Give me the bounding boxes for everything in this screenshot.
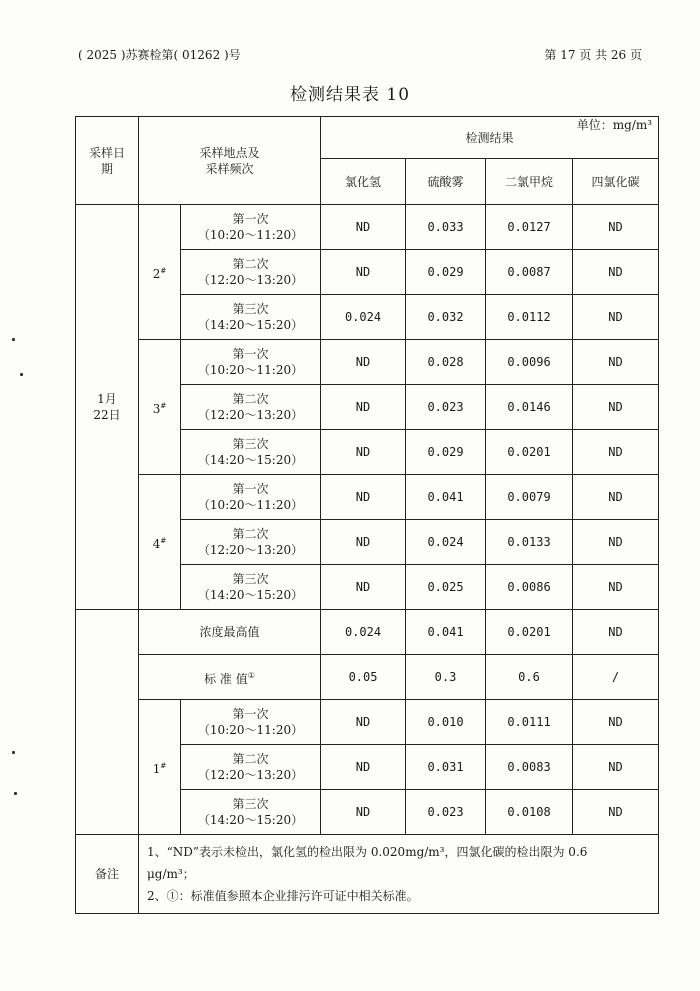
result-value: 0.023 [406,790,486,835]
result-value: ND [321,385,406,430]
result-value: ND [321,790,406,835]
result-value: 0.028 [406,340,486,385]
table-row [76,700,659,745]
max-row [76,610,659,655]
result-value: ND [321,475,406,520]
result-value: ND [573,745,659,790]
result-value: ND [321,250,406,295]
result-value: ND [573,790,659,835]
sampling-frequency: 第二次 （12:20～13:20） [181,250,321,295]
sampling-frequency: 第二次 （12:20～13:20） [181,745,321,790]
result-value: 0.0108 [486,790,573,835]
result-value: 0.032 [406,295,486,340]
result-value: ND [573,250,659,295]
result-value: 0.0083 [486,745,573,790]
result-value: ND [573,565,659,610]
result-value: 0.041 [406,475,486,520]
scan-speck [20,373,23,376]
standard-row [76,655,659,700]
result-value: 0.025 [406,565,486,610]
sampling-frequency: 第一次 （10:20～11:20） [181,205,321,250]
remark-1-unit: μg/m³； [147,867,195,881]
max-value: 0.024 [321,610,406,655]
result-value: ND [321,205,406,250]
result-value: 0.031 [406,745,486,790]
result-value: 0.0096 [486,340,573,385]
result-value: 0.023 [406,385,486,430]
sampling-frequency: 第三次 （14:20～15:20） [181,295,321,340]
header-sampling-date: 采样日 期 [76,117,139,205]
result-value: ND [573,520,659,565]
page-indicator: 第 17 页 共 26 页 [544,48,642,62]
result-value: 0.0127 [486,205,573,250]
scan-speck [12,338,15,341]
header-site-frequency: 采样地点及 采样频次 [139,117,321,205]
results-table [75,116,659,914]
max-value: ND [573,610,659,655]
result-value: 0.029 [406,250,486,295]
result-value: ND [321,745,406,790]
standard-value: 0.05 [321,655,406,700]
sampling-point: 1# [139,700,181,835]
result-value: ND [321,430,406,475]
header-pollutant: 四氯化碳 [573,159,659,205]
standard-label: 标 准 值① [139,655,321,700]
result-value: 0.0087 [486,250,573,295]
sampling-frequency: 第二次 （12:20～13:20） [181,520,321,565]
result-value: 0.010 [406,700,486,745]
sampling-point: 2# [139,205,181,340]
header-pollutant: 硫酸雾 [406,159,486,205]
table-row [76,205,659,250]
table-title: 检测结果表 10 [289,85,411,105]
max-label: 浓度最高值 [139,610,321,655]
report-number: ( 2025 )苏赛检第( 01262 )号 [78,48,241,62]
result-value: 0.0112 [486,295,573,340]
result-value: ND [321,520,406,565]
sampling-frequency: 第一次 （10:20～11:20） [181,340,321,385]
max-value: 0.0201 [486,610,573,655]
result-value: ND [321,700,406,745]
header-results: 检测结果 单位：mg/m³ [321,117,659,159]
result-value: ND [573,340,659,385]
remarks-label: 备注 [76,835,139,914]
result-value: 0.024 [406,520,486,565]
scan-speck [14,792,17,795]
result-value: 0.024 [321,295,406,340]
sampling-frequency: 第三次 （14:20～15:20） [181,430,321,475]
header-pollutant: 二氯甲烷 [486,159,573,205]
result-value: 0.0086 [486,565,573,610]
result-value: 0.0111 [486,700,573,745]
result-value: ND [573,475,659,520]
result-value: 0.029 [406,430,486,475]
result-value: ND [321,565,406,610]
sampling-date: 1月 22日 [76,205,139,610]
result-value: 0.0201 [486,430,573,475]
result-value: 0.0146 [486,385,573,430]
header-pollutant: 氯化氢 [321,159,406,205]
remark-1: 1、“ND”表示未检出，氯化氢的检出限为 0.020mg/m³，四氯化碳的检出限为 0.6 [147,845,588,859]
sampling-frequency: 第二次 （12:20～13:20） [181,385,321,430]
result-value: 0.0133 [486,520,573,565]
table-row [76,340,659,385]
result-value: ND [573,430,659,475]
remarks-row [76,835,659,914]
sampling-frequency: 第一次 （10:20～11:20） [181,700,321,745]
result-value: ND [321,340,406,385]
result-value: 0.0079 [486,475,573,520]
standard-value: 0.3 [406,655,486,700]
max-value: 0.041 [406,610,486,655]
result-value: 0.033 [406,205,486,250]
sampling-point: 4# [139,475,181,610]
empty-date-cell [76,610,139,835]
result-value: ND [573,205,659,250]
scan-speck [12,751,15,754]
sampling-point: 3# [139,340,181,475]
result-value: ND [573,385,659,430]
sampling-frequency: 第三次 （14:20～15:20） [181,565,321,610]
unit-label: 单位：mg/m³ [576,118,653,132]
standard-value: 0.6 [486,655,573,700]
sampling-frequency: 第一次 （10:20～11:20） [181,475,321,520]
remarks-text [139,835,659,914]
result-value: ND [573,700,659,745]
remark-2: 2、①：标准值参照本企业排污许可证中相关标准。 [147,889,419,903]
sampling-frequency: 第三次 （14:20～15:20） [181,790,321,835]
standard-value: / [573,655,659,700]
table-row [76,475,659,520]
result-value: ND [573,295,659,340]
